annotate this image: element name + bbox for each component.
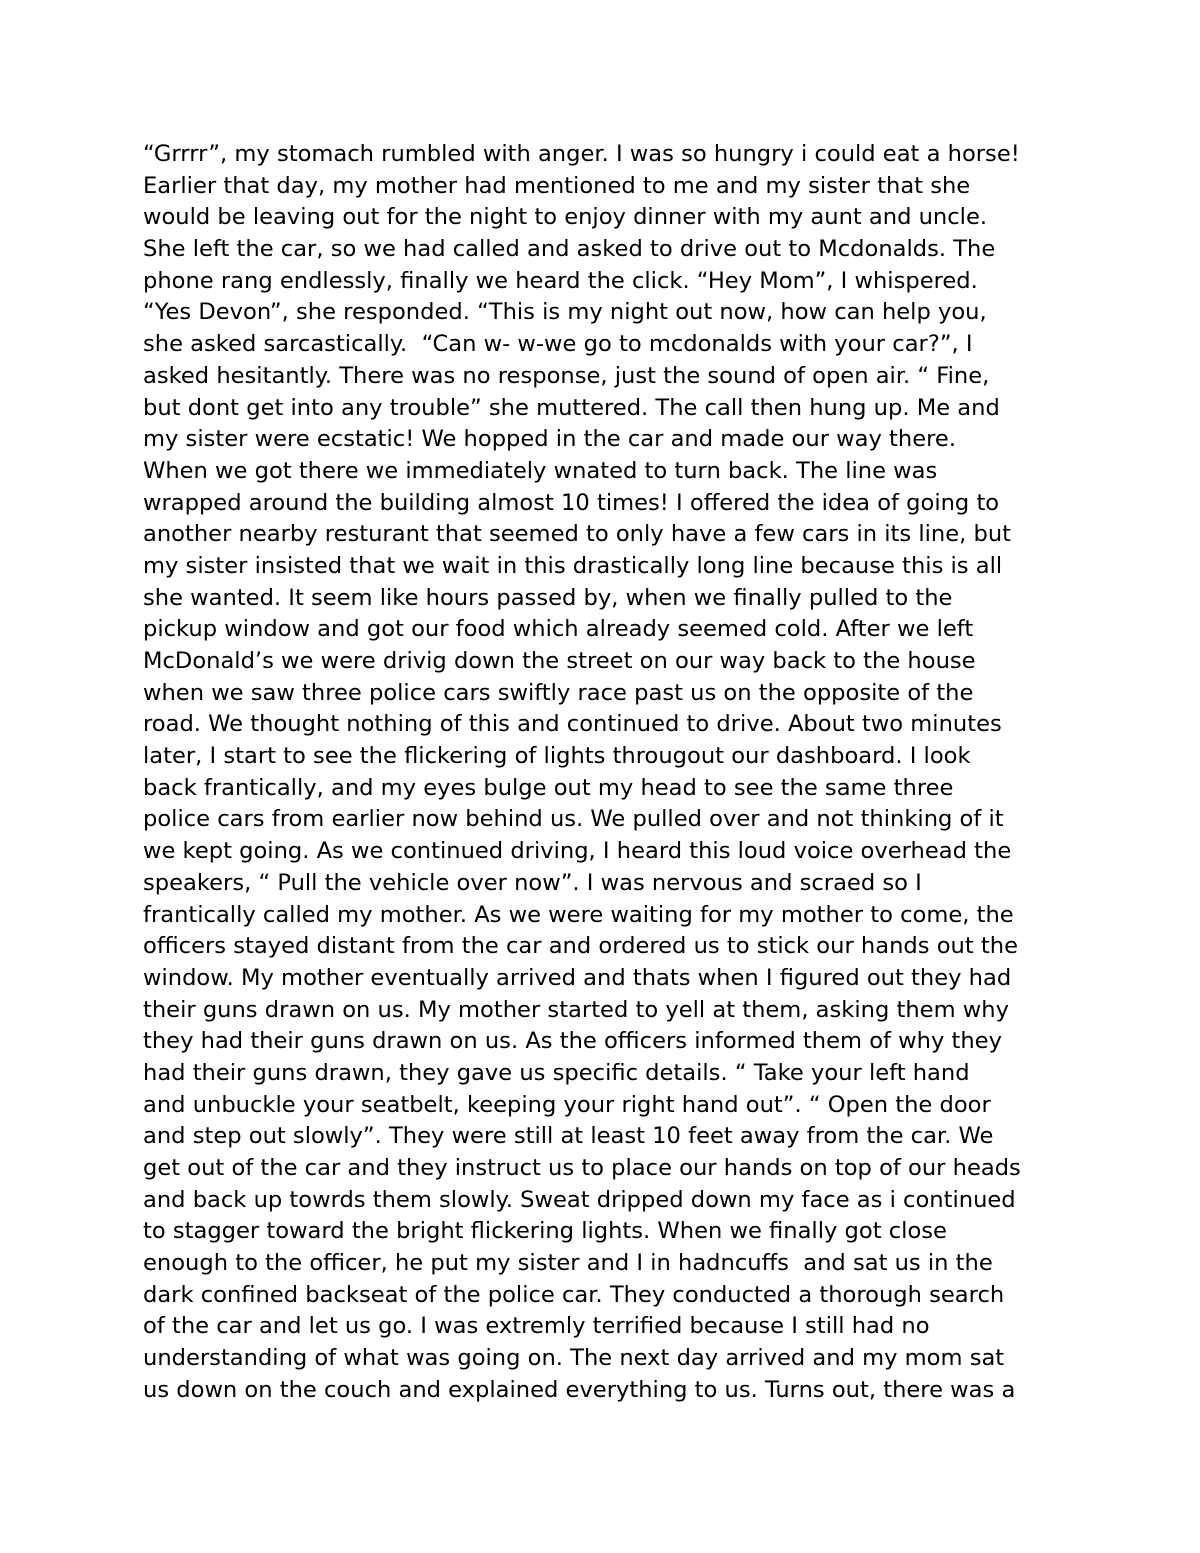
text-line: of the car and let us go. I was extremly terrified because I still had no	[143, 1313, 930, 1340]
text-line: when we saw three police cars swiftly race past us on the opposite of the	[143, 679, 974, 706]
text-line: had their guns drawn, they gave us specific details. “ Take your left hand	[143, 1059, 970, 1086]
text-line: she asked sarcastically. “Can w- w-we go to mcdonalds with your car?”, I	[143, 331, 973, 358]
text-line: frantically called my mother. As we were waiting for my mother to come, the	[143, 901, 1014, 928]
text-line: police cars from earlier now behind us. We pulled over and not thinking of it	[143, 806, 1004, 833]
text-line: She left the car, so we had called and asked to drive out to Mcdonalds. The	[143, 236, 996, 263]
text-line: we kept going. As we continued driving, I heard this loud voice overhead the	[143, 838, 1012, 865]
text-line: and step out slowly”. They were still at least 10 feet away from the car. We	[143, 1123, 994, 1150]
text-line: my sister insisted that we wait in this drastically long line because this is all	[143, 552, 1003, 579]
text-line: speakers, “ Pull the vehicle over now”. I was nervous and scraed so I	[143, 869, 922, 896]
text-line: she wanted. It seem like hours passed by, when we finally pulled to the	[143, 584, 953, 611]
text-line: us down on the couch and explained everything to us. Turns out, there was a	[143, 1376, 1016, 1403]
text-line: road. We thought nothing of this and continued to drive. About two minutes	[143, 711, 1002, 738]
text-line: officers stayed distant from the car and ordered us to stick our hands out the	[143, 933, 1018, 960]
text-line: phone rang endlessly, finally we heard the click. “Hey Mom”, I whispered.	[143, 267, 978, 294]
text-line: another nearby resturant that seemed to only have a few cars in its line, but	[143, 521, 1012, 548]
text-line: enough to the officer, he put my sister and I in hadncuffs and sat us in the	[143, 1250, 993, 1277]
text-line: back frantically, and my eyes bulge out my head to see the same three	[143, 774, 954, 801]
text-line: later, I start to see the flickering of lights througout our dashboard. I look	[143, 743, 971, 770]
text-line: wrapped around the building almost 10 times! I offered the idea of going to	[143, 489, 1000, 516]
text-line: my sister were ecstatic! We hopped in the car and made our way there.	[143, 426, 956, 453]
text-line: Earlier that day, my mother had mentioned to me and my sister that she	[143, 172, 971, 199]
text-line: “Yes Devon”, she responded. “This is my night out now, how can help you,	[143, 299, 987, 326]
text-line: get out of the car and they instruct us to place our hands on top of our heads	[143, 1155, 1021, 1181]
text-line: window. My mother eventually arrived and thats when I figured out they had	[143, 964, 1012, 991]
text-line: pickup window and got our food which already seemed cold. After we left	[143, 616, 974, 643]
text-line: and back up towrds them slowly. Sweat dripped down my face as i continued	[143, 1186, 1016, 1213]
text-line: but dont get into any trouble” she muttered. The call then hung up. Me and	[143, 394, 1000, 421]
text-line: dark confined backseat of the police car. They conducted a thorough search	[143, 1281, 1005, 1308]
text-line: their guns drawn on us. My mother started to yell at them, asking them why	[143, 996, 1009, 1023]
text-line: to stagger toward the bright flickering lights. When we finally got close	[143, 1218, 947, 1245]
text-line: and unbuckle your seatbelt, keeping your right hand out”. “ Open the door	[143, 1091, 991, 1118]
text-line: asked hesitantly. There was no response, just the sound of open air. “ Fine,	[143, 362, 990, 389]
text-line: “Grrrr”, my stomach rumbled with anger. I was so hungry i could eat a horse!	[143, 141, 1020, 167]
text-line: they had their guns drawn on us. As the officers informed them of why they	[143, 1028, 1002, 1055]
text-line: When we got there we immediately wnated to turn back. The line was	[143, 457, 938, 484]
body-text	[143, 139, 1063, 1407]
text-line: understanding of what was going on. The next day arrived and my mom sat	[143, 1345, 1005, 1372]
text-line: would be leaving out for the night to enjoy dinner with my aunt and uncle.	[143, 204, 988, 231]
text-line: McDonald’s we were drivig down the street on our way back to the house	[143, 648, 976, 674]
